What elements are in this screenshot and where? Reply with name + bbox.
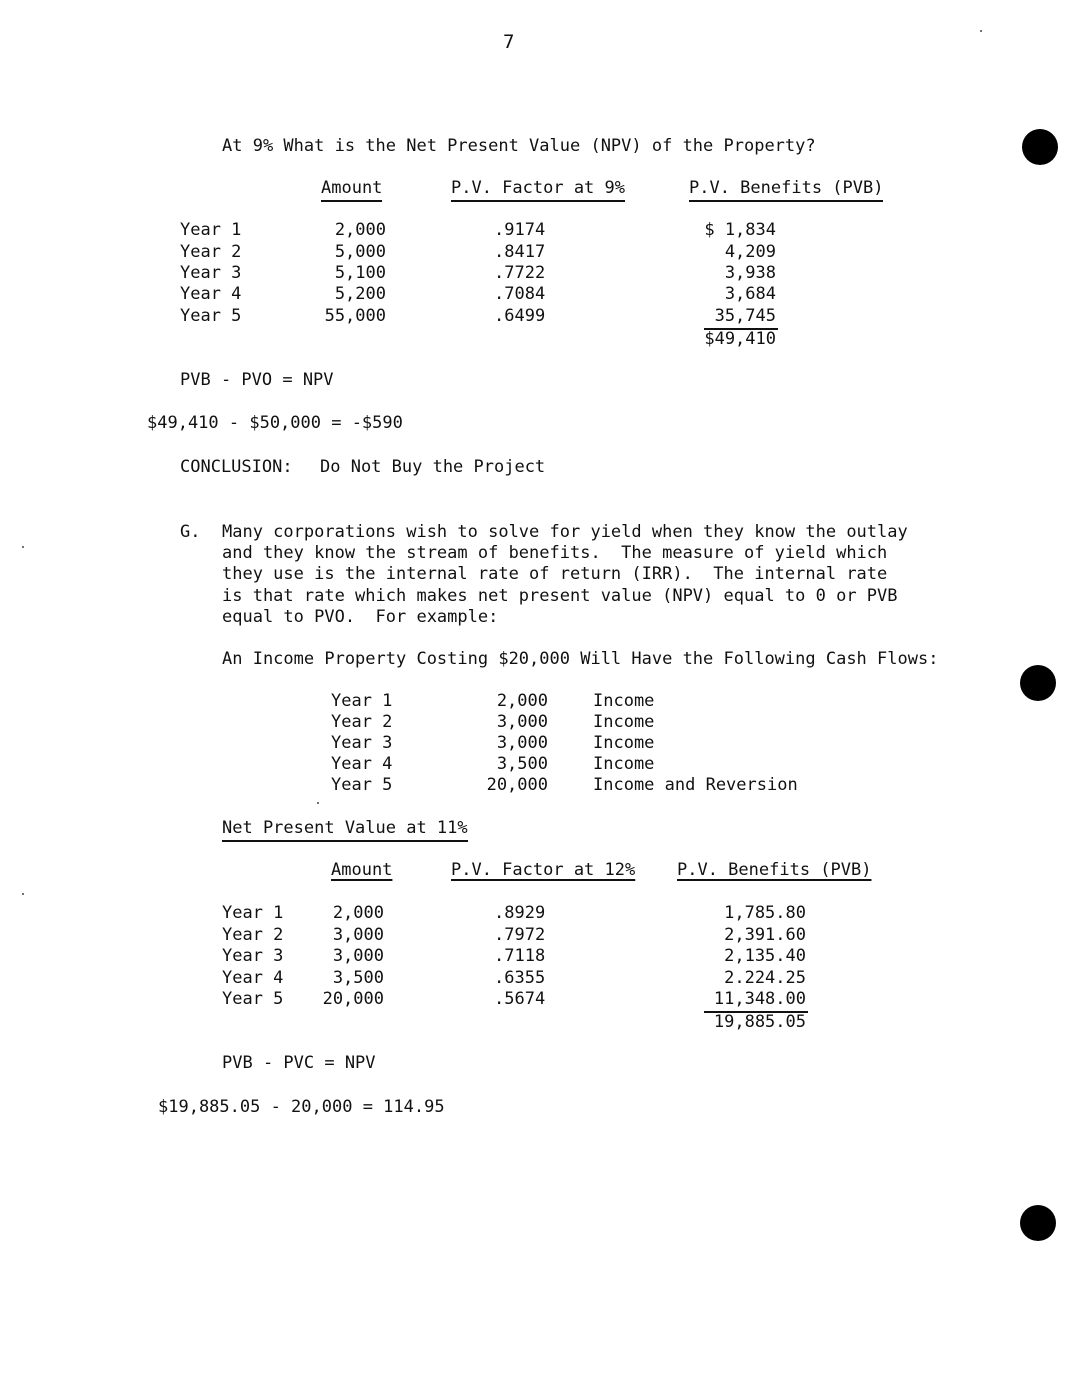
row-amount: 5,200 [334, 284, 386, 304]
npv-calculation-g: $19,885.05 - 20,000 = 114.95 [158, 1097, 445, 1117]
cashflow-year: Year 5 [331, 775, 393, 795]
row-factor: .9174 [494, 220, 546, 240]
section-letter: G. [180, 522, 201, 542]
cashflow-amount: 3,500 [496, 754, 548, 774]
row-year: Year 1 [180, 220, 242, 240]
row-benefit: 11,348.00 [713, 989, 806, 1009]
row-amount: 5,000 [334, 242, 386, 262]
row-year: Year 1 [222, 903, 284, 923]
cashflow-type: Income [593, 733, 655, 753]
speck [22, 546, 24, 548]
cashflow-year: Year 3 [331, 733, 393, 753]
row-factor: .7972 [494, 925, 546, 945]
cashflow-type: Income and Reversion [593, 775, 798, 795]
row-amount: 3,000 [332, 946, 384, 966]
row-year: Year 4 [180, 284, 242, 304]
row-benefit: 4,209 [724, 242, 776, 262]
header-amount: Amount [331, 860, 393, 880]
row-benefit: 1,785.80 [724, 903, 806, 923]
cashflow-amount: 3,000 [496, 712, 548, 732]
row-factor: .8929 [494, 903, 546, 923]
row-year: Year 2 [222, 925, 284, 945]
row-benefit: 3,684 [724, 284, 776, 304]
cashflow-year: Year 1 [331, 691, 393, 711]
row-year: Year 3 [180, 263, 242, 283]
row-year: Year 2 [180, 242, 242, 262]
row-factor: .7084 [494, 284, 546, 304]
header-pv-factor: P.V. Factor at 12% [451, 860, 636, 880]
punch-hole-middle [1020, 665, 1056, 701]
row-factor: .6499 [494, 306, 546, 326]
paragraph-line: is that rate which makes net present value (NPV) equal to 0 or PVB [222, 586, 898, 606]
row-year: Year 3 [222, 946, 284, 966]
row-amount: 55,000 [324, 306, 386, 326]
row-amount: 20,000 [322, 989, 384, 1009]
row-amount: 3,500 [332, 968, 384, 988]
punch-hole-bottom [1020, 1205, 1056, 1241]
row-factor: .6355 [494, 968, 546, 988]
paragraph-line: Many corporations wish to solve for yield when they know the outlay [222, 522, 908, 542]
cashflow-title: An Income Property Costing $20,000 Will Have the Following Cash Flows: [222, 649, 939, 669]
cashflow-type: Income [593, 712, 655, 732]
header-pv-factor: P.V. Factor at 9% [451, 178, 625, 202]
row-factor: .5674 [494, 989, 546, 1009]
conclusion-label: CONCLUSION: [180, 457, 293, 477]
row-year: Year 5 [222, 989, 284, 1009]
row-year: Year 5 [180, 306, 242, 326]
npv-formula: PVB - PVO = NPV [180, 370, 334, 390]
row-benefit: 2.224.25 [724, 968, 806, 988]
row-benefit: 35,745 [714, 306, 776, 326]
row-factor: .8417 [494, 242, 546, 262]
paragraph-line: and they know the stream of benefits. The measure of yield which [222, 543, 888, 563]
paragraph-line: they use is the internal rate of return (IRR). The internal rate [222, 564, 888, 584]
row-benefit: $ 1,834 [704, 220, 776, 240]
header-pv-benefits: P.V. Benefits (PVB) [677, 860, 872, 880]
cashflow-year: Year 4 [331, 754, 393, 774]
page-number: 7 [503, 31, 515, 53]
cashflow-type: Income [593, 754, 655, 774]
npv-question: At 9% What is the Net Present Value (NPV) of the Property? [222, 136, 816, 156]
header-amount: Amount [321, 178, 382, 202]
npv-formula-g: PVB - PVC = NPV [222, 1053, 376, 1073]
paragraph-line: equal to PVO. For example: [222, 607, 499, 627]
conclusion-text: Do Not Buy the Project [320, 457, 546, 477]
row-amount: 2,000 [332, 903, 384, 923]
speck [317, 802, 319, 804]
cashflow-amount: 2,000 [496, 691, 548, 711]
row-factor: .7722 [494, 263, 546, 283]
cashflow-amount: 20,000 [486, 775, 548, 795]
row-benefit: 2,135.40 [724, 946, 806, 966]
cashflow-amount: 3,000 [496, 733, 548, 753]
row-amount: 2,000 [334, 220, 386, 240]
row-benefit: 2,391.60 [724, 925, 806, 945]
speck [980, 30, 982, 32]
header-pv-benefits: P.V. Benefits (PVB) [689, 178, 883, 202]
row-year: Year 4 [222, 968, 284, 988]
cashflow-year: Year 2 [331, 712, 393, 732]
speck [22, 893, 24, 895]
row-factor: .7118 [494, 946, 546, 966]
punch-hole-top [1022, 129, 1058, 165]
row-benefit: 3,938 [724, 263, 776, 283]
npv-11pct-title: Net Present Value at 11% [222, 818, 468, 842]
total-pvb-9pct: $49,410 [704, 329, 776, 349]
cashflow-type: Income [593, 691, 655, 711]
row-amount: 3,000 [332, 925, 384, 945]
row-amount: 5,100 [334, 263, 386, 283]
total-pvb-12pct: 19,885.05 [713, 1012, 806, 1032]
npv-calculation: $49,410 - $50,000 = -$590 [147, 413, 403, 433]
